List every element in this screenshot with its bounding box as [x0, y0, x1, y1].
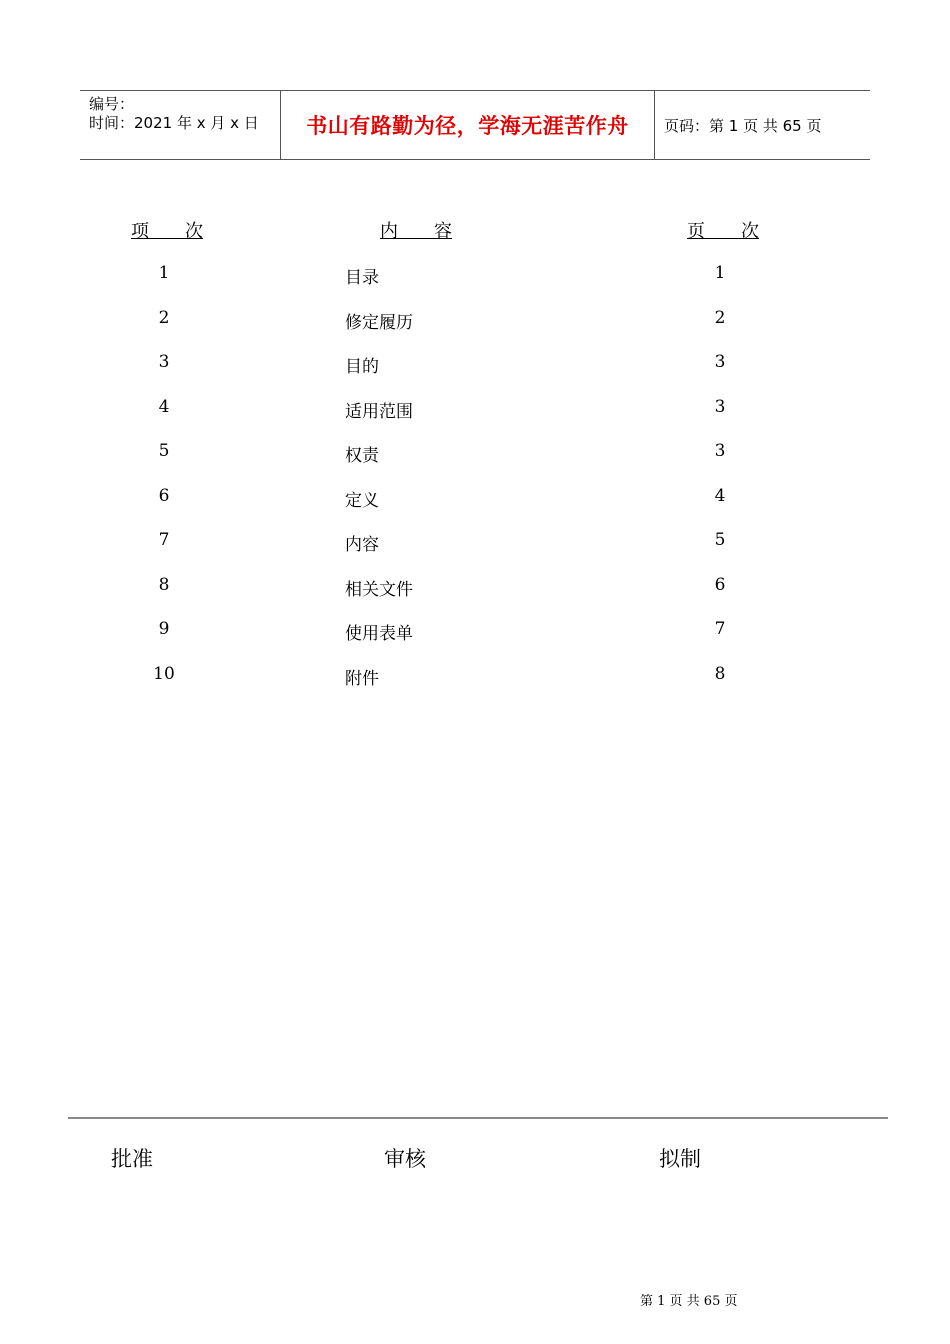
toc-row-page: 3 [714, 352, 726, 372]
toc-row-number: 4 [158, 397, 170, 417]
toc-row [0, 397, 950, 427]
header-motto-cell [281, 91, 655, 159]
toc-row [0, 575, 950, 605]
toc-row-number: 1 [158, 263, 170, 283]
toc-row-page: 4 [714, 486, 726, 506]
toc-row-page: 1 [714, 263, 726, 283]
toc-row-page: 3 [714, 441, 726, 461]
toc-row [0, 263, 950, 293]
toc-row [0, 352, 950, 382]
toc-row [0, 664, 950, 694]
toc-row [0, 441, 950, 471]
toc-column-page: 页 次 [687, 221, 759, 242]
header-page-cell [655, 91, 870, 159]
toc-row-page: 7 [714, 619, 726, 639]
toc-row-number: 3 [158, 352, 170, 372]
toc-row [0, 308, 950, 338]
toc-row-number: 2 [158, 308, 170, 328]
page-footer: 第 1 页 共 65 页 [640, 1294, 738, 1309]
toc-row-page: 2 [714, 308, 726, 328]
toc-row-title: 相关文件 [345, 580, 413, 600]
header-page-info: 页码：第 1 页 共 65 页 [664, 116, 822, 135]
toc-row-title: 权责 [345, 446, 379, 466]
toc-row-number: 8 [158, 575, 170, 595]
toc-row-number: 7 [158, 530, 170, 550]
toc-row-number: 9 [158, 619, 170, 639]
toc-row-title: 修定履历 [345, 313, 413, 333]
toc-row-number: 10 [153, 664, 175, 684]
toc-row-title: 附件 [345, 669, 379, 689]
toc-row-title: 使用表单 [345, 624, 413, 644]
toc-row-number: 5 [158, 441, 170, 461]
header-motto: 书山有路勤为径，学海无涯苦作舟 [306, 114, 629, 138]
signoff-divider [68, 1117, 888, 1119]
toc-row [0, 619, 950, 649]
toc-row-title: 内容 [345, 535, 379, 555]
document-date: 时间：2021 年 x 月 x 日 [89, 114, 259, 132]
toc-row-number: 6 [158, 486, 170, 506]
toc-row-title: 目录 [345, 268, 379, 288]
document-number-label: 编号： [89, 95, 135, 113]
toc-row-title: 适用范围 [345, 402, 413, 422]
toc-row-title: 目的 [345, 357, 379, 377]
toc-row-page: 3 [714, 397, 726, 417]
toc-row-page: 8 [714, 664, 726, 684]
toc-row-page: 6 [714, 575, 726, 595]
toc-row [0, 530, 950, 560]
toc-row [0, 486, 950, 516]
toc-row-title: 定义 [345, 491, 379, 511]
toc-column-content: 内 容 [380, 221, 452, 242]
toc-column-item: 项 次 [131, 221, 203, 242]
toc-row-page: 5 [714, 530, 726, 550]
signoff-approve: 批准 [111, 1147, 153, 1171]
document-header [80, 90, 870, 160]
header-info-cell [80, 91, 281, 159]
signoff-draft: 拟制 [659, 1147, 701, 1171]
signoff-review: 审核 [384, 1147, 426, 1171]
